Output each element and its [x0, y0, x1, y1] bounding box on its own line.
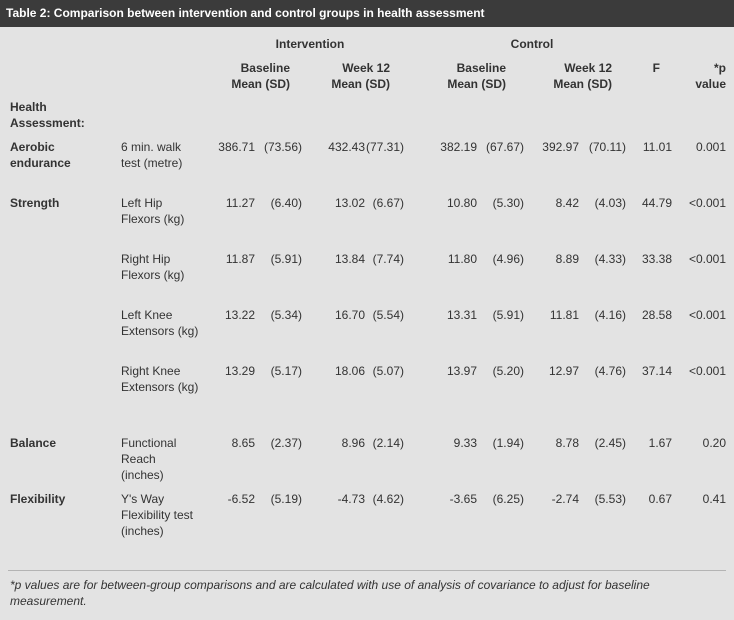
header-con-baseline-meansd: Mean (SD) — [447, 77, 506, 91]
cell-con-wk12-sd: (2.45) — [594, 436, 626, 450]
row-category: Strength — [10, 196, 60, 210]
cell-con-wk12-sd: (4.33) — [594, 252, 626, 266]
header-int-baseline: Baseline — [240, 61, 290, 75]
row-category: Aerobic endurance — [10, 140, 71, 170]
health-assessment-label: Health Assessment: — [10, 100, 85, 130]
row-measure: 6 min. walk test (metre) — [121, 140, 183, 170]
cell-con-wk12-sd: (4.16) — [594, 308, 626, 322]
cell-con-base-mean: -3.65 — [449, 492, 477, 506]
footnote-divider — [8, 570, 726, 571]
row-measure: Functional Reach (inches) — [121, 436, 177, 482]
cell-con-wk12-mean: 8.42 — [555, 196, 579, 210]
cell-con-base-mean: 382.19 — [440, 140, 477, 154]
cell-con-base-sd: (5.91) — [492, 308, 524, 322]
cell-int-wk12-mean: 13.02 — [334, 196, 365, 210]
cell-int-wk12-mean: 8.96 — [341, 436, 365, 450]
cell-int-base-mean: 8.65 — [231, 436, 255, 450]
cell-f: 28.58 — [641, 308, 672, 322]
row-category: Flexibility — [10, 492, 66, 506]
cell-con-base-sd: (1.94) — [492, 436, 524, 450]
cell-int-base-mean: -6.52 — [227, 492, 255, 506]
row-measure: Y's Way Flexibility test (inches) — [121, 492, 194, 538]
cell-con-wk12-sd: (70.11) — [588, 140, 626, 154]
cell-int-base-mean: 13.22 — [224, 308, 255, 322]
cell-int-base-sd: (5.91) — [270, 252, 302, 266]
cell-con-base-mean: 10.80 — [446, 196, 477, 210]
cell-int-wk12-mean: 13.84 — [334, 252, 365, 266]
cell-int-base-sd: (6.40) — [270, 196, 302, 210]
cell-f: 1.67 — [648, 436, 672, 450]
cell-int-base-sd: (73.56) — [263, 140, 302, 154]
cell-int-base-mean: 11.27 — [225, 196, 255, 210]
cell-p: 0.001 — [695, 140, 726, 154]
cell-int-wk12-sd: (5.07) — [372, 364, 404, 378]
header-p-value: value — [695, 77, 726, 91]
row-measure: Right Knee Extensors (kg) — [121, 364, 199, 394]
cell-f: 37.14 — [641, 364, 672, 378]
header-f: F — [652, 61, 660, 75]
footnote: *p values are for between-group comparisons and are calculated with use of analysis of covariance to adjust for baseline measurement. — [10, 578, 650, 608]
cell-p: <0.001 — [688, 196, 726, 210]
header-con-week12: Week 12 — [564, 61, 612, 75]
cell-int-wk12-mean: 432.43 — [328, 140, 365, 154]
cell-p: <0.001 — [688, 252, 726, 266]
cell-con-base-sd: (67.67) — [485, 140, 524, 154]
cell-int-base-sd: (2.37) — [270, 436, 302, 450]
cell-con-base-sd: (4.96) — [492, 252, 524, 266]
cell-con-base-mean: 9.33 — [453, 436, 477, 450]
header-int-baseline-meansd: Mean (SD) — [231, 77, 290, 91]
row-measure: Left Hip Flexors (kg) — [121, 196, 185, 226]
cell-f: 0.67 — [648, 492, 672, 506]
row-category: Balance — [10, 436, 57, 450]
cell-int-wk12-mean: -4.73 — [337, 492, 365, 506]
cell-int-base-sd: (5.34) — [270, 308, 302, 322]
header-int-week12-meansd: Mean (SD) — [331, 77, 390, 91]
cell-int-wk12-sd: (4.62) — [372, 492, 404, 506]
cell-con-wk12-mean: 392.97 — [542, 140, 579, 154]
cell-f: 33.38 — [641, 252, 672, 266]
cell-con-base-sd: (5.20) — [492, 364, 524, 378]
cell-con-base-mean: 11.80 — [447, 252, 477, 266]
cell-con-wk12-sd: (5.53) — [594, 492, 626, 506]
row-measure: Right Hip Flexors (kg) — [121, 252, 185, 282]
table-title: Table 2: Comparison between intervention and control groups in health assessment — [0, 0, 734, 27]
header-control: Control — [510, 37, 554, 51]
header-con-week12-meansd: Mean (SD) — [553, 77, 612, 91]
cell-f: 44.79 — [641, 196, 672, 210]
cell-int-wk12-mean: 16.70 — [334, 308, 365, 322]
cell-int-base-mean: 13.29 — [224, 364, 255, 378]
cell-con-base-mean: 13.97 — [446, 364, 477, 378]
cell-con-base-sd: (6.25) — [492, 492, 524, 506]
cell-int-base-sd: (5.19) — [270, 492, 302, 506]
cell-int-wk12-mean: 18.06 — [334, 364, 365, 378]
cell-f: 11.01 — [642, 140, 672, 154]
cell-int-wk12-sd: (2.14) — [372, 436, 404, 450]
cell-p: 0.41 — [702, 492, 726, 506]
header-intervention: Intervention — [275, 37, 345, 51]
cell-con-base-mean: 13.31 — [446, 308, 477, 322]
cell-p: 0.20 — [702, 436, 726, 450]
header-int-week12: Week 12 — [342, 61, 390, 75]
cell-con-wk12-sd: (4.03) — [594, 196, 626, 210]
cell-p: <0.001 — [688, 364, 726, 378]
cell-con-wk12-mean: 11.81 — [549, 308, 579, 322]
cell-int-base-mean: 11.87 — [225, 252, 255, 266]
cell-con-wk12-mean: 8.78 — [555, 436, 579, 450]
cell-con-wk12-mean: 8.89 — [555, 252, 579, 266]
cell-int-base-mean: 386.71 — [218, 140, 255, 154]
cell-con-wk12-mean: -2.74 — [551, 492, 579, 506]
cell-con-wk12-mean: 12.97 — [548, 364, 579, 378]
header-p: *p — [714, 61, 726, 75]
cell-int-base-sd: (5.17) — [270, 364, 302, 378]
cell-con-wk12-sd: (4.76) — [594, 364, 626, 378]
cell-int-wk12-sd: (6.67) — [372, 196, 404, 210]
header-con-baseline: Baseline — [456, 61, 506, 75]
cell-int-wk12-sd: (7.74) — [372, 252, 404, 266]
cell-int-wk12-sd: (77.31) — [365, 140, 404, 154]
row-measure: Left Knee Extensors (kg) — [121, 308, 199, 338]
cell-con-base-sd: (5.30) — [492, 196, 524, 210]
cell-p: <0.001 — [688, 308, 726, 322]
cell-int-wk12-sd: (5.54) — [372, 308, 404, 322]
